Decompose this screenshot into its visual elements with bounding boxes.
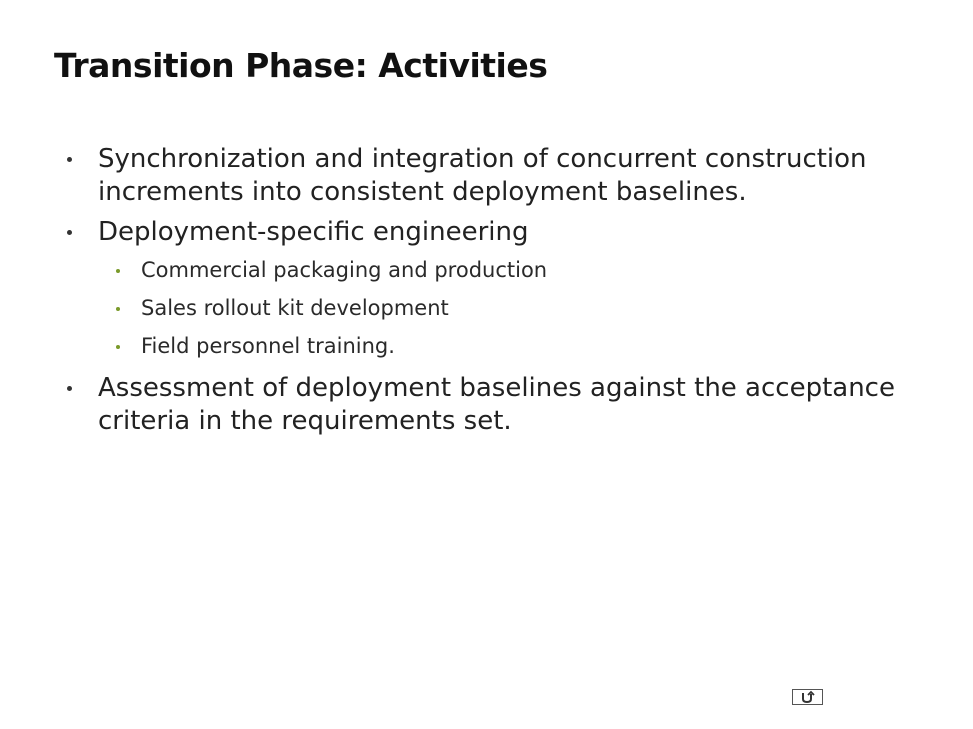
bullet-item-deployment-engineering xyxy=(67,216,927,360)
sub-bullet-item xyxy=(98,333,927,360)
slide-title: Transition Phase: Activities xyxy=(54,46,548,85)
bullet-text: Deployment-specific engineering xyxy=(98,217,529,247)
sub-bullet-item xyxy=(98,257,927,284)
bullet-marker xyxy=(67,386,72,391)
bullet-marker xyxy=(67,230,72,235)
return-button[interactable] xyxy=(792,689,823,705)
sub-bullet-marker xyxy=(116,345,120,349)
return-arrow-icon xyxy=(793,690,822,704)
sub-bullet-marker xyxy=(116,307,120,311)
bullet-item-assessment xyxy=(67,372,927,438)
sub-bullet-text: Commercial packaging and production xyxy=(141,258,548,282)
sub-bullet-item xyxy=(98,295,927,322)
sub-bullet-list xyxy=(98,257,927,360)
bullet-text: Assessment of deployment baselines against the acceptance criteria in the requirements set. xyxy=(98,373,895,436)
sub-bullet-marker xyxy=(116,269,120,273)
sub-bullet-text: Sales rollout kit development xyxy=(141,296,449,320)
bullet-text: Synchronization and integration of concurrent construction increments into consistent deployment baselines. xyxy=(98,144,867,207)
bullet-marker xyxy=(67,157,72,162)
bullet-list xyxy=(67,143,927,438)
bullet-item-synchronization xyxy=(67,143,927,209)
sub-bullet-text: Field personnel training. xyxy=(141,334,395,358)
